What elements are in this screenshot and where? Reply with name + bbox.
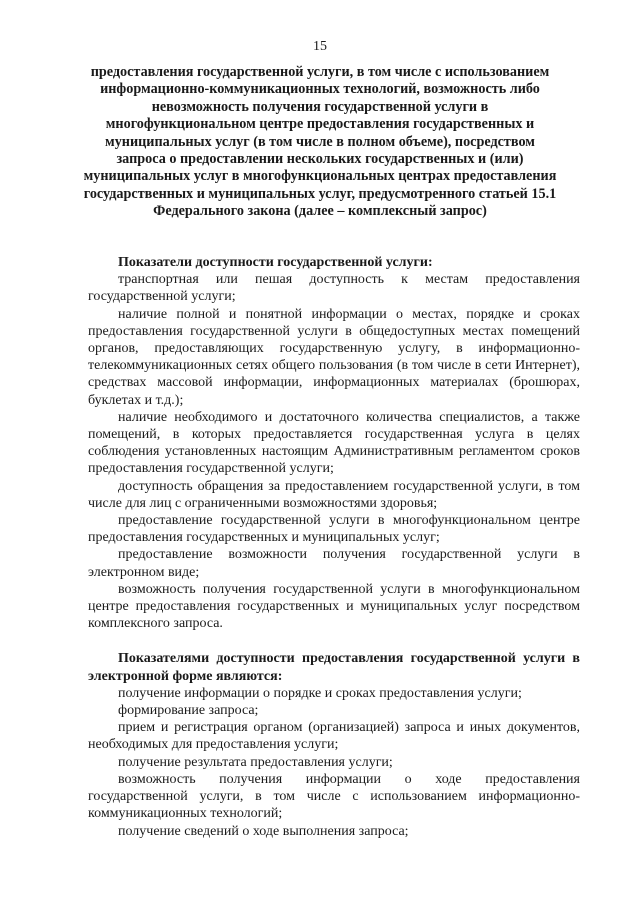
section2-item: формирование запроса;	[118, 703, 259, 719]
section1-item: транспортная или пешая доступность к местам предоставления государственной услуги;	[88, 272, 580, 305]
section1-item: возможность получения государственной услуги в многофункциональном центре предоставления государственных и муниципальных услуг посредством комплексного запроса.	[88, 581, 580, 632]
section2-item: получение сведений о ходе выполнения запроса;	[118, 823, 409, 839]
section-heading: предоставления государственной услуги, в том числе с использованием информационно-коммуникационных технологий, возможность либо невозможность получения государственной услуги в многофункциональном центре предоставления государственных и муниципальных услуг (в том числе в полном объеме), посредством запроса о предоставлении нескольких государственных и (или) муниципальных услуг в многофункциональных центрах предоставления государственных и муниципальных услуг, предусмотренного статьей 15.1 Федерального закона (далее – комплексный запрос)	[83, 64, 557, 220]
page-number: 15	[313, 39, 327, 54]
section1-item: наличие необходимого и достаточного количества специалистов, а также помещений, в которых предоставляется государственная услуга в целях соблюдения установленных настоящим Административным регламентом сроков предоставления государственной услуги;	[88, 409, 580, 477]
section1-title: Показатели доступности государственной услуги:	[118, 255, 433, 270]
section2-title: Показателями доступности предоставления государственной услуги в электронной форме являются:	[88, 651, 580, 684]
document-body	[88, 254, 580, 840]
section1-item: доступность обращения за предоставлением государственной услуги, в том числе для лиц с ограниченными возможностями здоровья;	[88, 478, 580, 511]
section1-item: наличие полной и понятной информации о местах, порядке и сроках предоставления государственной услуги в общедоступных местах помещений органов, предоставляющих государственную услугу, в информационно-телекоммуникационных сетях общего пользования (в том числе в сети Интернет), средствах массовой информации, информационных материалах (брошюрах, буклетах и т.д.);	[88, 306, 580, 408]
section2-item: возможность получения информации о ходе предоставления государственной услуги, в том числе с использованием информационно-коммуникационных технологий;	[88, 771, 580, 822]
section1-item: предоставление возможности получения государственной услуги в электронном виде;	[88, 547, 580, 580]
section-gap	[88, 632, 580, 650]
section2-item: получение результата предоставления услуги;	[118, 754, 393, 770]
section2-item: прием и регистрация органом (организацией) запроса и иных документов, необходимых для предоставления услуги;	[88, 720, 580, 753]
section1-item: предоставление государственной услуги в многофункциональном центре предоставления государственных и муниципальных услуг;	[88, 513, 580, 546]
section2-item: получение информации о порядке и сроках предоставления услуги;	[118, 685, 522, 701]
